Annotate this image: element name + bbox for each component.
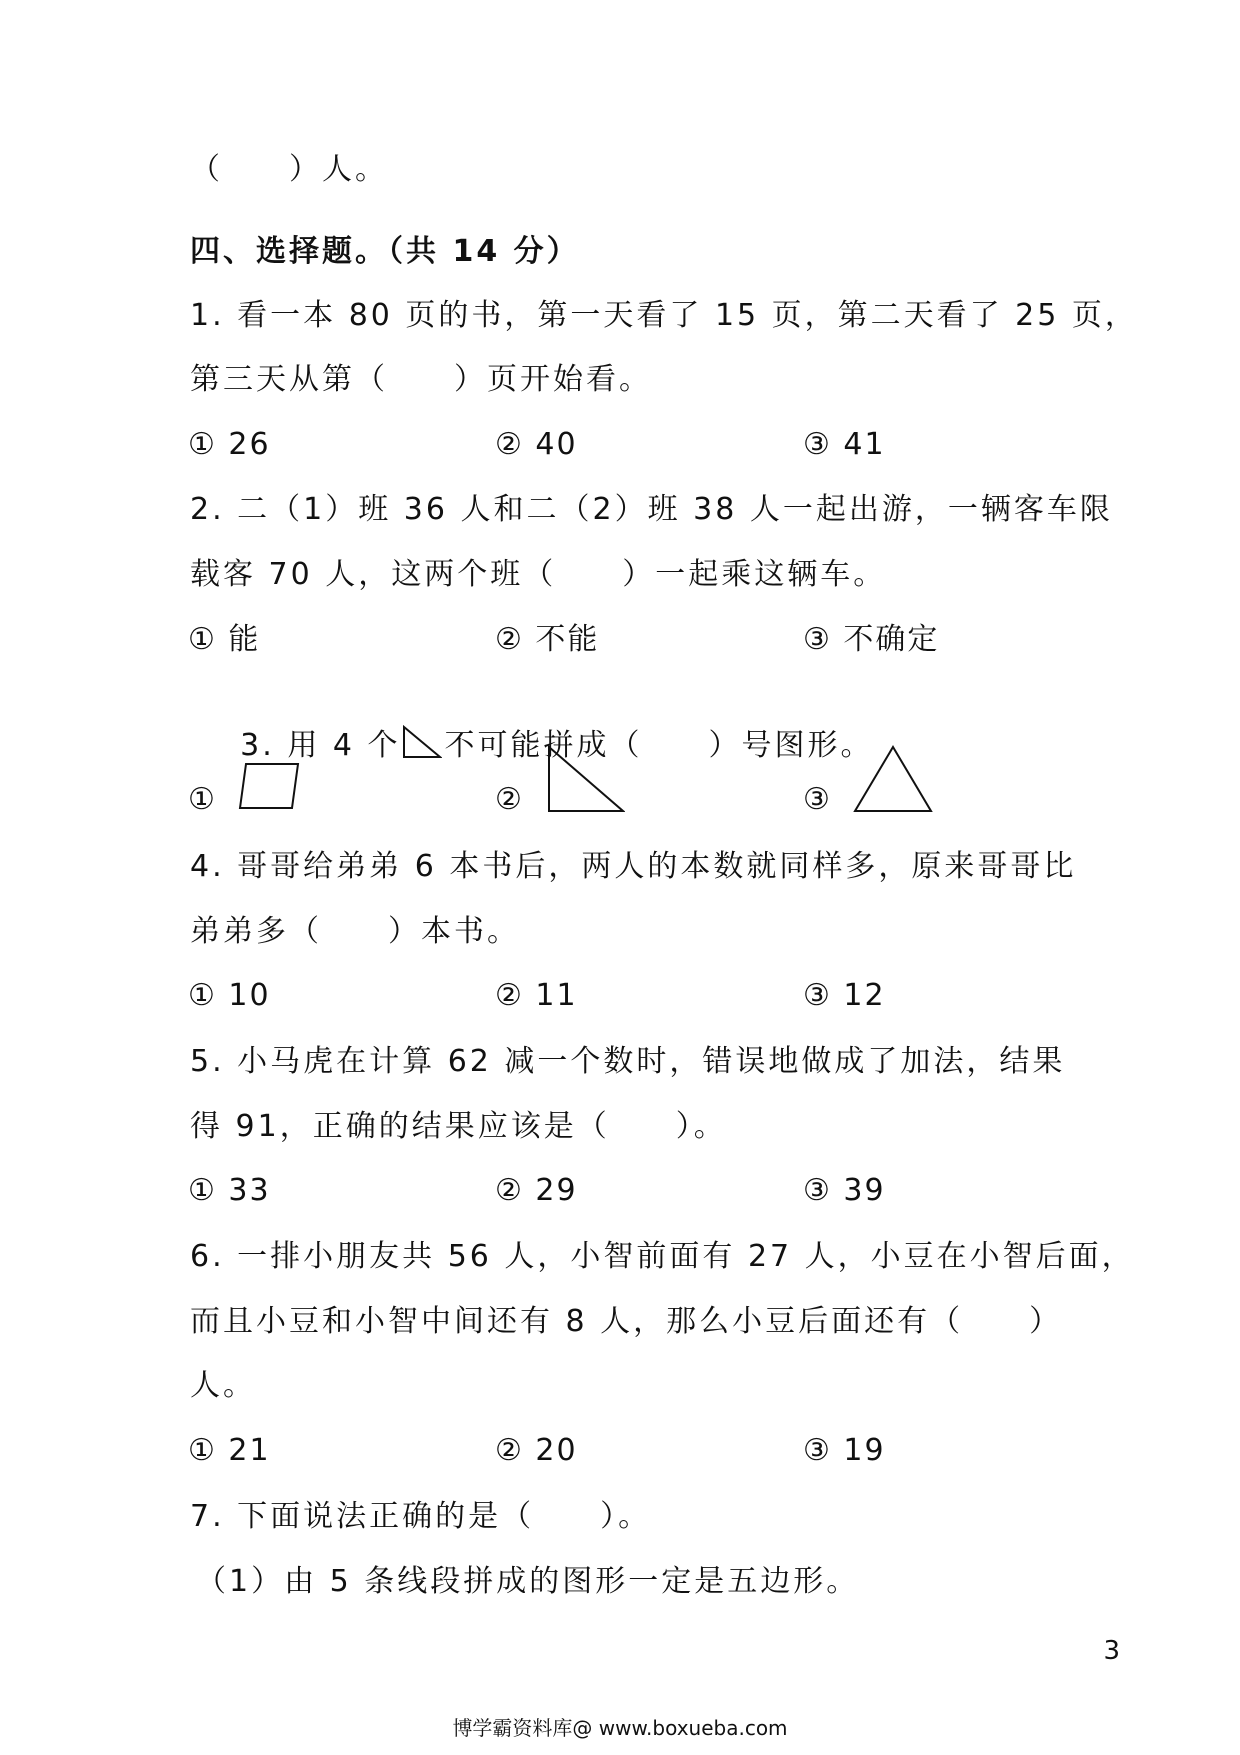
q1-option-1: ① 26 [188,427,271,462]
q4-line1: 4. 哥哥给弟弟 6 本书后，两人的本数就同样多，原来哥哥比 [190,849,1077,884]
page-number: 3 [1103,1636,1120,1666]
q5-line1: 5. 小马虎在计算 62 减一个数时，错误地做成了加法，结果 [190,1044,1066,1079]
q4-option-2: ② 11 [495,978,578,1013]
q4-option-1: ① 10 [188,978,271,1013]
footer-watermark: 博学霸资料库@ www.boxueba.com [452,1716,788,1740]
q7-line1: 7. 下面说法正确的是（ ）。 [190,1499,652,1534]
q4-option-3: ③ 12 [803,978,886,1013]
q6-option-2: ② 20 [495,1433,578,1468]
q5-line2: 得 91，正确的结果应该是（ ）。 [190,1109,727,1144]
prev-question-tail: （ ）人。 [190,152,388,187]
q3-option-3: ③ [803,782,832,817]
q6-option-3: ③ 19 [803,1433,886,1468]
q3-text-pre: 3. 用 4 个 [240,728,401,763]
q5-option-1: ① 33 [188,1173,271,1208]
q6-option-1: ① 21 [188,1433,271,1468]
right-triangle-icon [402,725,442,759]
q2-option-1: ① 能 [188,622,261,657]
q5-option-2: ② 29 [495,1173,578,1208]
q2-line1: 2. 二（1）班 36 人和二（2）班 38 人一起出游，一辆客车限 [190,492,1113,527]
q2-option-3: ③ 不确定 [803,622,940,657]
q1-line1: 1. 看一本 80 页的书，第一天看了 15 页，第二天看了 25 页， [190,298,1138,333]
q1-option-3: ③ 41 [803,427,886,462]
q7-statement-1: （1）由 5 条线段拼成的图形一定是五边形。 [196,1564,860,1599]
q5-option-3: ③ 39 [803,1173,886,1208]
q6-line1: 6. 一排小朋友共 56 人，小智前面有 27 人，小豆在小智后面， [190,1239,1135,1274]
section-heading: 四、选择题。（共 14 分） [190,234,580,269]
parallelogram-shape [238,762,300,810]
q3-text-post: 不可能拼成（ ）号图形。 [444,728,874,763]
q3-option-1: ① [188,782,217,817]
q3-option-2: ② [495,782,524,817]
right-triangle-shape [547,745,625,813]
q2-line2: 载客 70 人，这两个班（ ）一起乘这辆车。 [190,557,887,592]
q1-line2: 第三天从第（ ）页开始看。 [190,362,652,397]
q6-line3: 人。 [190,1368,256,1403]
q4-line2: 弟弟多（ ）本书。 [190,914,520,949]
q2-option-2: ② 不能 [495,622,600,657]
equilateral-triangle-shape [853,745,933,813]
q1-option-2: ② 40 [495,427,578,462]
q6-line2: 而且小豆和小智中间还有 8 人，那么小豆后面还有（ ） [190,1304,1063,1339]
